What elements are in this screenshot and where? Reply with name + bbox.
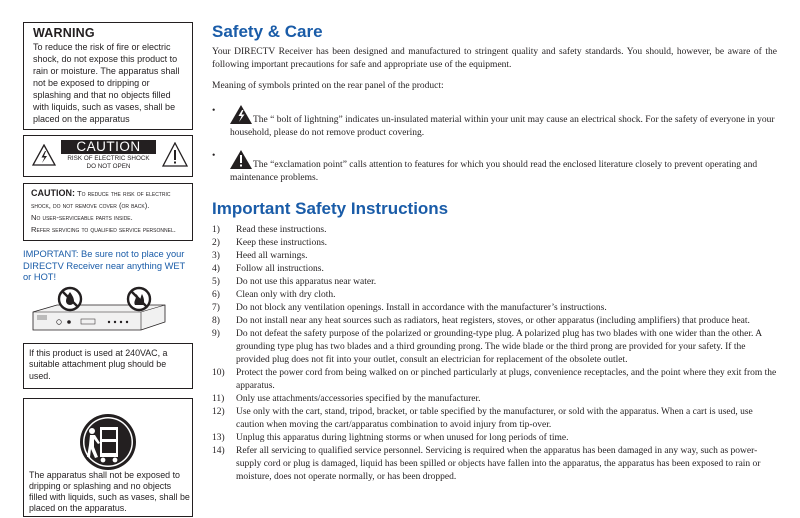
- list-item: [212, 432, 777, 445]
- section-title-instructions: Important Safety Instructions: [212, 199, 449, 218]
- caution-sub-line1: RISK OF ELECTRIC SHOCK: [67, 155, 150, 162]
- item-text: Heed all warnings.: [236, 251, 308, 261]
- page-title: Safety & Care: [212, 22, 323, 41]
- item-number: 13): [212, 433, 225, 443]
- list-item: [212, 315, 777, 328]
- item-text: Clean only with dry cloth.: [236, 290, 336, 300]
- item-text: Do not install near any heat sources such as radiators, heat registers, stoves, or other apparatus (including amplifiers) that produce heat.: [236, 316, 750, 326]
- plug-note-box: [23, 343, 193, 390]
- item-number: 11): [212, 394, 225, 404]
- item-text: Do not use this apparatus near water.: [236, 277, 377, 287]
- item-number: 3): [212, 251, 220, 261]
- item-number: 5): [212, 277, 220, 287]
- important-note: IMPORTANT: Be sure not to place your DIRECTV Receiver near anything WET or HOT!: [23, 249, 186, 282]
- caution-line-3: Refer servicing to qualified service personnel.: [31, 225, 176, 234]
- caution-lead: CAUTION:: [31, 188, 75, 198]
- list-item: [212, 302, 777, 315]
- caution-sub-line2: DO NOT OPEN: [86, 163, 131, 170]
- bullet-lightning: [212, 105, 777, 140]
- item-text: Do not defeat the safety purpose of the polarized or grounding-type plug. A polarized plug has two blades with one wider than the other. A grounding type plug has two blades and a third grounding prong. The wide blade or the third prong are provided for your safety. If the provided plug does not fit into your outlet, consult an electrician for replacement of the obsolete outlet.: [236, 329, 762, 365]
- caution-label-graphic: [23, 135, 193, 177]
- item-number: 4): [212, 264, 220, 274]
- tip-over-box: [23, 398, 193, 517]
- list-item: [212, 276, 777, 289]
- bullet-exclamation-text: The “exclamation point” calls attention to features for which you should read the enclosed literature closely to prevent operating and maintenance problems.: [230, 160, 758, 183]
- list-item: [212, 328, 777, 367]
- item-text: Use only with the cart, stand, tripod, bracket, or table specified by the manufacturer, or sold with the apparatus. When a cart is used, use caution when moving the cart/apparatus combination to avoid injury from tip-over.: [236, 407, 753, 430]
- item-text: Read these instructions.: [236, 225, 327, 235]
- item-text: Refer all servicing to qualified service personnel. Servicing is required when the apparatus has been damaged in any way, such as power-supply cord or plug is damaged, liquid has been spilled or objects have fallen into the apparatus, the apparatus has been exposed to rain or moisture, does not operate normally, or has been dropped.: [236, 446, 761, 482]
- no-heat-icon: [126, 286, 152, 312]
- bullet-dot: •: [212, 106, 216, 116]
- item-number: 10): [212, 368, 225, 378]
- exclamation-triangle-icon: [230, 150, 252, 169]
- item-number: 7): [212, 303, 220, 313]
- caution-center: [61, 140, 156, 171]
- item-text: Keep these instructions.: [236, 238, 328, 248]
- list-item: [212, 237, 777, 250]
- cart-tip-over-icon: [78, 413, 138, 471]
- bullet-lightning-text: The “ bolt of lightning” indicates un-insulated material within your unit may cause an electrical shock. For the safety of everyone in your household, please do not remove product covering.: [230, 115, 775, 138]
- lightning-bolt-triangle-icon: [32, 144, 56, 166]
- plug-note-text: If this product is used at 240VAC, a suitable attachment plug should be used.: [29, 347, 168, 381]
- list-item: [212, 445, 777, 484]
- item-text: Follow all instructions.: [236, 264, 324, 274]
- tip-over-text: The apparatus shall not be exposed to dripping or splashing and no objects filled with liquids, such as vases, shall be placed on the apparatus.: [29, 470, 190, 513]
- main-content: [212, 22, 777, 484]
- item-text: Do not block any ventilation openings. Install in accordance with the manufacturer’s instructions.: [236, 303, 607, 313]
- list-item: [212, 263, 777, 276]
- warning-title: WARNING: [33, 26, 95, 40]
- sidebar: [23, 22, 193, 517]
- list-item: [212, 224, 777, 237]
- caution-line-1: To reduce the risk of electric shock, do not remove cover (or back).: [31, 189, 171, 210]
- caution-line-2: No user-serviceable parts inside.: [31, 213, 133, 222]
- item-number: 8): [212, 316, 220, 326]
- item-number: 12): [212, 407, 225, 417]
- caution-paragraph-1: [31, 187, 186, 212]
- intro-paragraph: Your DIRECTV Receiver has been designed and manufactured to stringent quality and safety standards. You should, however, be aware of the following important precautions for safe and appropriate use of the equipment.: [212, 47, 777, 70]
- item-text: Unplug this apparatus during lightning storms or when unused for long periods of time.: [236, 433, 569, 443]
- no-water-icon: [57, 286, 83, 312]
- instructions-list: [212, 224, 777, 484]
- item-number: 9): [212, 329, 220, 339]
- item-text: Only use attachments/accessories specified by the manufacturer.: [236, 394, 481, 404]
- item-number: 6): [212, 290, 220, 300]
- item-number: 1): [212, 225, 220, 235]
- exclamation-triangle-icon: [162, 142, 188, 168]
- warning-box: [23, 22, 193, 130]
- caution-text-box: [23, 183, 193, 241]
- bullet-exclamation: [212, 150, 777, 185]
- list-item: [212, 367, 777, 393]
- lightning-bolt-triangle-icon: [230, 105, 252, 124]
- item-number: 2): [212, 238, 220, 248]
- list-item: [212, 289, 777, 302]
- caution-word: CAUTION: [61, 140, 156, 154]
- list-item: [212, 250, 777, 263]
- item-number: 14): [212, 446, 225, 456]
- symbols-meaning-heading: Meaning of symbols printed on the rear panel of the product:: [212, 81, 444, 91]
- item-text: Protect the power cord from being walked on or pinched particularly at plugs, convenience receptacles, and the point where they exit from the apparatus.: [236, 368, 777, 391]
- receiver-illustration: [27, 286, 167, 334]
- warning-body: To reduce the risk of fire or electric shock, do not expose this product to rain or moisture. The apparatus shall not be exposed to dripping or splashing and that no objects filled with liquids, such as vases, shall be placed on the apparatus: [33, 42, 180, 124]
- list-item: [212, 393, 777, 406]
- list-item: [212, 406, 777, 432]
- bullet-dot: •: [212, 151, 216, 161]
